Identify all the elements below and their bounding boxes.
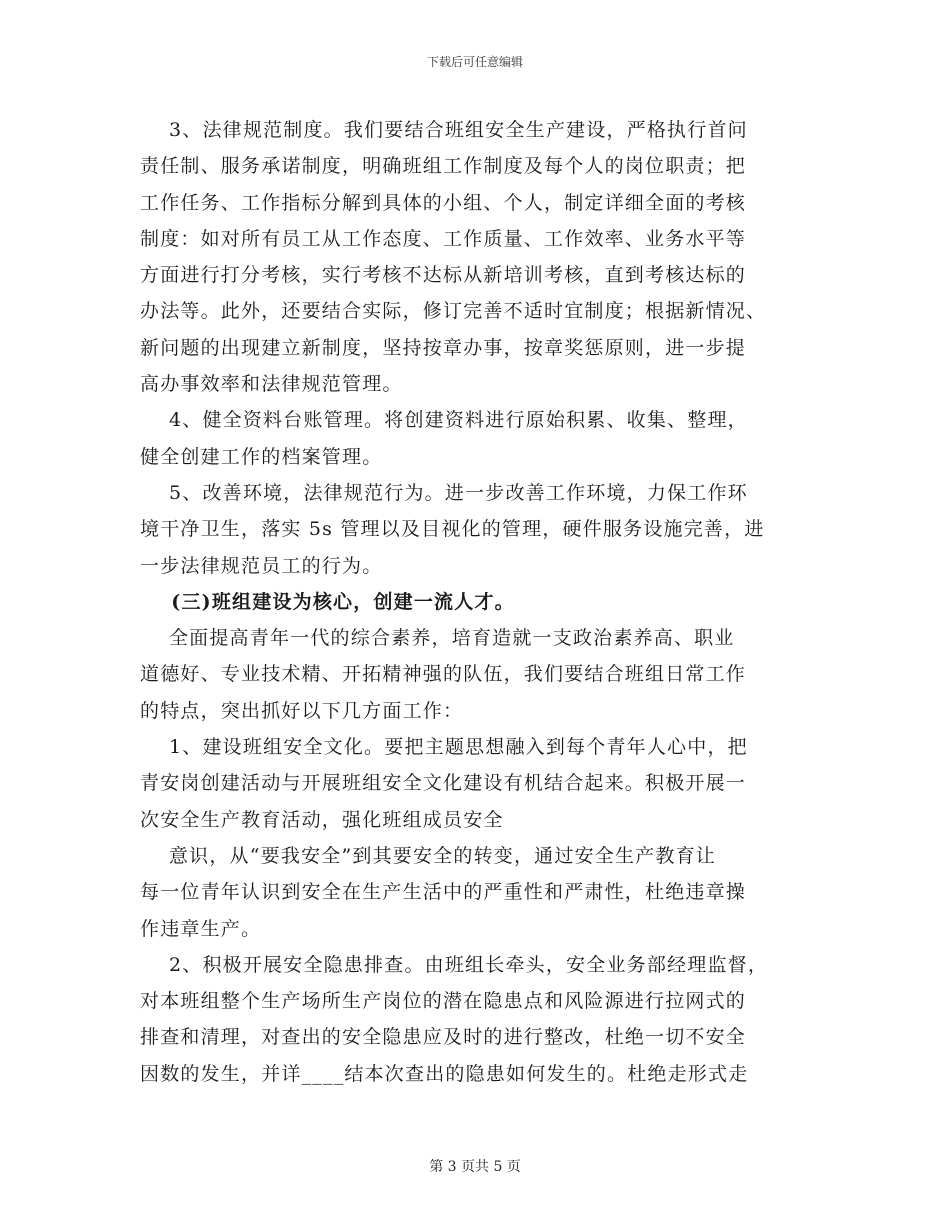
paragraph-line: 全面提高青年一代的综合素养，培育造就一支政治素养高、职业 — [140, 627, 735, 650]
paragraph-line: 责任制、服务承诺制度，明确班组工作制度及每个人的岗位职责；把 — [140, 155, 747, 178]
section-heading-line: (三)班组建设为核心，创建一流人才。 — [140, 590, 515, 613]
paragraph-line: 道德好、专业技术精、开拓精神强的队伍，我们要结合班组日常工作 — [140, 663, 747, 686]
paragraph-line: 排查和清理，对查出的安全隐患应及时的进行整改，杜绝一切不安全 — [140, 1026, 747, 1049]
paragraph-line: 的特点，突出抓好以下几方面工作： — [140, 699, 464, 722]
paragraph-line: 因数的发生，并详____结本次查出的隐患如何发生的。杜绝走形式走 — [140, 1062, 749, 1085]
paragraph-line: 3、法律规范制度。我们要结合班组安全生产建设，严格执行首问 — [140, 119, 748, 141]
paragraph-line: 健全创建工作的档案管理。 — [140, 445, 383, 468]
paragraph-line: 方面进行打分考核，实行考核不达标从新培训考核，直到考核达标的 — [140, 264, 747, 287]
paragraph-line: 作违章生产。 — [140, 917, 262, 940]
paragraph-line: 次安全生产教育活动，强化班组成员安全 — [140, 808, 504, 831]
paragraph-line: 制度：如对所有员工从工作态度、工作质量、工作效率、业务水平等 — [140, 227, 747, 250]
paragraph-line: 一步法律规范员工的行为。 — [140, 554, 383, 577]
page-header: 下载后可任意编辑 — [426, 55, 523, 69]
paragraph-line: 工作任务、工作指标分解到具体的小组、个人，制定详细全面的考核 — [140, 191, 747, 214]
paragraph-line: 5、改善环境，法律规范行为。进一步改善工作环境，力保工作环 — [140, 481, 748, 504]
page-footer: 第 3 页共 5 页 — [429, 1159, 521, 1175]
paragraph-line: 境干净卫生，落实 5s 管理以及目视化的管理，硬件服务设施完善，进 — [140, 518, 765, 541]
paragraph-line: 意识，从“要我安全”到其要安全的转变，通过安全生产教育让 — [140, 844, 716, 867]
paragraph-line: 高办事效率和法律规范管理。 — [140, 373, 403, 396]
paragraph-line: 办法等。此外，还要结合实际，修订完善不适时宜制度；根据新情况、 — [140, 300, 767, 323]
paragraph-line: 4、健全资料台账管理。将创建资料进行原始积累、收集、整理， — [140, 409, 748, 432]
paragraph-line: 青安岗创建活动与开展班组安全文化建设有机结合起来。积极开展一 — [140, 772, 747, 795]
paragraph-line: 新问题的出现建立新制度，坚持按章办事，按章奖惩原则，进一步提 — [140, 336, 747, 359]
paragraph-line: 1、建设班组安全文化。要把主题思想融入到每个青年人心中，把 — [140, 736, 748, 759]
document-body — [140, 112, 820, 1092]
paragraph-line: 2、积极开展安全隐患排查。由班组长牵头，安全业务部经理监督， — [140, 953, 769, 976]
paragraph-line: 对本班组整个生产场所生产岗位的潜在隐患点和风险源进行拉网式的 — [140, 990, 747, 1013]
paragraph-line: 每一位青年认识到安全在生产生活中的严重性和严肃性，杜绝违章操 — [140, 881, 747, 904]
